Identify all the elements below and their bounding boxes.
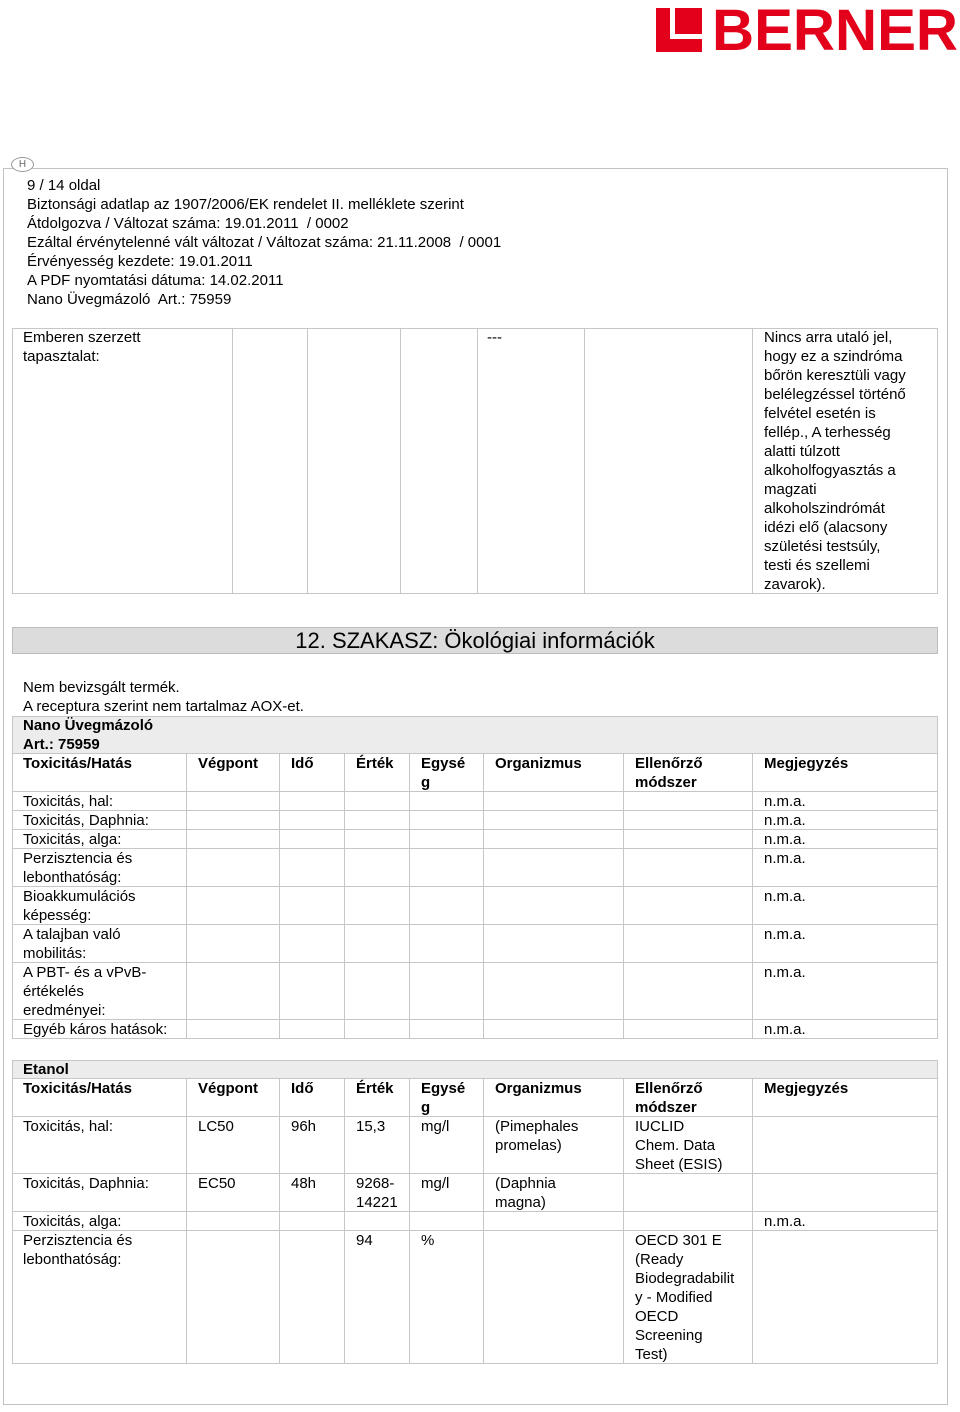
document-header: [27, 176, 501, 309]
remark-cell: n.m.a.: [753, 963, 938, 1020]
endpoint-cell: [187, 1020, 280, 1039]
unit-cell: %: [410, 1231, 484, 1364]
substance-row: [12, 1060, 938, 1079]
time-cell: [280, 792, 345, 811]
method-cell: [624, 1020, 753, 1039]
remark-cell: n.m.a.: [753, 1212, 938, 1231]
table-row: [12, 830, 938, 849]
method-cell: [624, 887, 753, 925]
language-badge: H: [11, 157, 34, 172]
unit-cell: [410, 792, 484, 811]
method-cell: [624, 811, 753, 830]
empty-cell: [308, 328, 401, 594]
time-cell: [280, 1212, 345, 1231]
method-cell: [624, 830, 753, 849]
col-method: Ellenőrző módszer: [624, 754, 753, 792]
endpoint-cell: [187, 1212, 280, 1231]
valid-from-line: Érvényesség kezdete: 19.01.2011: [27, 253, 253, 270]
effect-cell: Perzisztencia és lebonthatóság:: [12, 849, 187, 887]
print-date-line: A PDF nyomtatási dátuma: 14.02.2011: [27, 272, 284, 289]
unit-cell: [410, 1020, 484, 1039]
effect-cell: Toxicitás, hal:: [12, 1117, 187, 1174]
effect-cell: Toxicitás, alga:: [12, 830, 187, 849]
table-row: [12, 1212, 938, 1231]
col-remark: Megjegyzés: [753, 1079, 938, 1117]
unit-cell: mg/l: [410, 1174, 484, 1212]
organism-cell: [484, 1020, 624, 1039]
col-value: Érték: [345, 754, 410, 792]
endpoint-cell: [187, 792, 280, 811]
table-header-row: [12, 1079, 938, 1117]
unit-cell: [410, 1212, 484, 1231]
organism-cell: [484, 1231, 624, 1364]
section-12-title: 12. SZAKASZ: Ökológiai információk: [12, 627, 938, 654]
table-row: [12, 1020, 938, 1039]
unit-cell: [410, 963, 484, 1020]
table-row: [12, 1174, 938, 1212]
table-row: [12, 887, 938, 925]
table-row: [12, 963, 938, 1020]
method-cell: [624, 1212, 753, 1231]
berner-logo: [655, 3, 960, 55]
note-aox: A receptura szerint nem tartalmaz AOX-et.: [23, 698, 304, 715]
unit-cell: [410, 830, 484, 849]
regulation-line: Biztonsági adatlap az 1907/2006/EK rendelet II. melléklete szerint: [27, 196, 464, 213]
endpoint-cell: LC50: [187, 1117, 280, 1174]
human-experience-remark: Nincs arra utaló jel, hogy ez a szindróma bőrön keresztüli vagy belélegzéssel történő felvétel esetén is fellép., A terhesség alatti túlzott alkoholfogyasztás a magzati alkoholszindrómát idézi elő (alacsony születési testsúly, testi és szellemi zavarok).: [753, 328, 938, 594]
supersedes-line: Ezáltal érvénytelenné vált változat / Változat száma: 21.11.2008 / 0001: [27, 234, 502, 251]
time-cell: [280, 887, 345, 925]
substance-row: [12, 716, 938, 754]
substance-name: Etanol: [12, 1060, 938, 1079]
remark-cell: [753, 1174, 938, 1212]
effect-cell: Toxicitás, hal:: [12, 792, 187, 811]
remark-cell: n.m.a.: [753, 887, 938, 925]
organism-cell: [484, 849, 624, 887]
time-cell: [280, 849, 345, 887]
effect-cell: Egyéb káros hatások:: [12, 1020, 187, 1039]
time-cell: [280, 1231, 345, 1364]
value-cell: [345, 925, 410, 963]
empty-cell: [585, 328, 753, 594]
table-row: [12, 849, 938, 887]
remark-cell: n.m.a.: [753, 1020, 938, 1039]
table-row: [12, 792, 938, 811]
value-cell: [345, 792, 410, 811]
time-cell: 96h: [280, 1117, 345, 1174]
method-cell: [624, 792, 753, 811]
value-cell: [345, 963, 410, 1020]
method-cell: [624, 849, 753, 887]
berner-logo-text: BERNER: [712, 3, 958, 55]
method-cell: IUCLID Chem. Data Sheet (ESIS): [624, 1117, 753, 1174]
substance-name: Nano Üvegmázoló Art.: 75959: [12, 716, 938, 754]
endpoint-cell: [187, 811, 280, 830]
human-experience-label: Emberen szerzett tapasztalat:: [12, 328, 233, 594]
effect-cell: A PBT- és a vPvB- értékelés eredményei:: [12, 963, 187, 1020]
col-method: Ellenőrző módszer: [624, 1079, 753, 1117]
organism-cell: (Daphnia magna): [484, 1174, 624, 1212]
endpoint-cell: [187, 830, 280, 849]
effect-cell: Toxicitás, alga:: [12, 1212, 187, 1231]
effect-cell: Bioakkumulációs képesség:: [12, 887, 187, 925]
section-notes: [23, 678, 304, 716]
col-value: Érték: [345, 1079, 410, 1117]
remark-cell: n.m.a.: [753, 811, 938, 830]
note-untested: Nem bevizsgált termék.: [23, 679, 180, 696]
table-row: [12, 1231, 938, 1364]
remark-cell: n.m.a.: [753, 925, 938, 963]
time-cell: [280, 1020, 345, 1039]
organism-cell: [484, 811, 624, 830]
remark-cell: n.m.a.: [753, 792, 938, 811]
value-cell: 94: [345, 1231, 410, 1364]
time-cell: [280, 925, 345, 963]
col-organism: Organizmus: [484, 1079, 624, 1117]
col-effect: Toxicitás/Hatás: [12, 1079, 187, 1117]
unit-cell: [410, 925, 484, 963]
effect-cell: Perzisztencia és lebonthatóság:: [12, 1231, 187, 1364]
table-row: [12, 1117, 938, 1174]
human-experience-row: [12, 328, 938, 594]
endpoint-cell: [187, 1231, 280, 1364]
col-unit: Egysé g: [410, 754, 484, 792]
organism-cell: [484, 887, 624, 925]
organism-cell: [484, 830, 624, 849]
unit-cell: [410, 811, 484, 830]
product-line: Nano Üvegmázoló Art.: 75959: [27, 291, 232, 308]
value-cell: [345, 887, 410, 925]
unit-cell: [410, 849, 484, 887]
value-cell: 15,3: [345, 1117, 410, 1174]
revision-line: Átdolgozva / Változat száma: 19.01.2011 / 0002: [27, 215, 349, 232]
effect-cell: Toxicitás, Daphnia:: [12, 811, 187, 830]
endpoint-cell: [187, 925, 280, 963]
value-cell: [345, 811, 410, 830]
endpoint-cell: [187, 887, 280, 925]
ecotox-table-product: [12, 716, 938, 1039]
organism-cell: (Pimephales promelas): [484, 1117, 624, 1174]
method-cell: OECD 301 E (Ready Biodegradabilit y - Modified OECD Screening Test): [624, 1231, 753, 1364]
col-endpoint: Végpont: [187, 1079, 280, 1117]
table-row: [12, 925, 938, 963]
method-cell: [624, 925, 753, 963]
col-effect: Toxicitás/Hatás: [12, 754, 187, 792]
col-endpoint: Végpont: [187, 754, 280, 792]
table-row: [12, 811, 938, 830]
col-unit: Egysé g: [410, 1079, 484, 1117]
col-time: Idő: [280, 1079, 345, 1117]
organism-cell: [484, 1212, 624, 1231]
effect-cell: Toxicitás, Daphnia:: [12, 1174, 187, 1212]
berner-logo-icon: [656, 8, 702, 52]
col-organism: Organizmus: [484, 754, 624, 792]
unit-cell: mg/l: [410, 1117, 484, 1174]
value-cell: [345, 1212, 410, 1231]
time-cell: [280, 963, 345, 1020]
endpoint-cell: [187, 963, 280, 1020]
remark-cell: [753, 1231, 938, 1364]
remark-cell: n.m.a.: [753, 849, 938, 887]
table-header-row: [12, 754, 938, 792]
organism-cell: [484, 792, 624, 811]
page-number: 9 / 14 oldal: [27, 177, 101, 194]
human-experience-value: ---: [478, 328, 585, 594]
method-cell: [624, 1174, 753, 1212]
value-cell: [345, 830, 410, 849]
time-cell: [280, 811, 345, 830]
remark-cell: [753, 1117, 938, 1174]
remark-cell: n.m.a.: [753, 830, 938, 849]
organism-cell: [484, 925, 624, 963]
value-cell: [345, 849, 410, 887]
endpoint-cell: EC50: [187, 1174, 280, 1212]
effect-cell: A talajban való mobilitás:: [12, 925, 187, 963]
col-time: Idő: [280, 754, 345, 792]
time-cell: [280, 830, 345, 849]
col-remark: Megjegyzés: [753, 754, 938, 792]
empty-cell: [233, 328, 308, 594]
value-cell: [345, 1020, 410, 1039]
empty-cell: [401, 328, 478, 594]
unit-cell: [410, 887, 484, 925]
method-cell: [624, 963, 753, 1020]
value-cell: 9268- 14221: [345, 1174, 410, 1212]
ecotox-table-ethanol: [12, 1060, 938, 1364]
organism-cell: [484, 963, 624, 1020]
endpoint-cell: [187, 849, 280, 887]
time-cell: 48h: [280, 1174, 345, 1212]
human-experience-table: [12, 328, 938, 594]
